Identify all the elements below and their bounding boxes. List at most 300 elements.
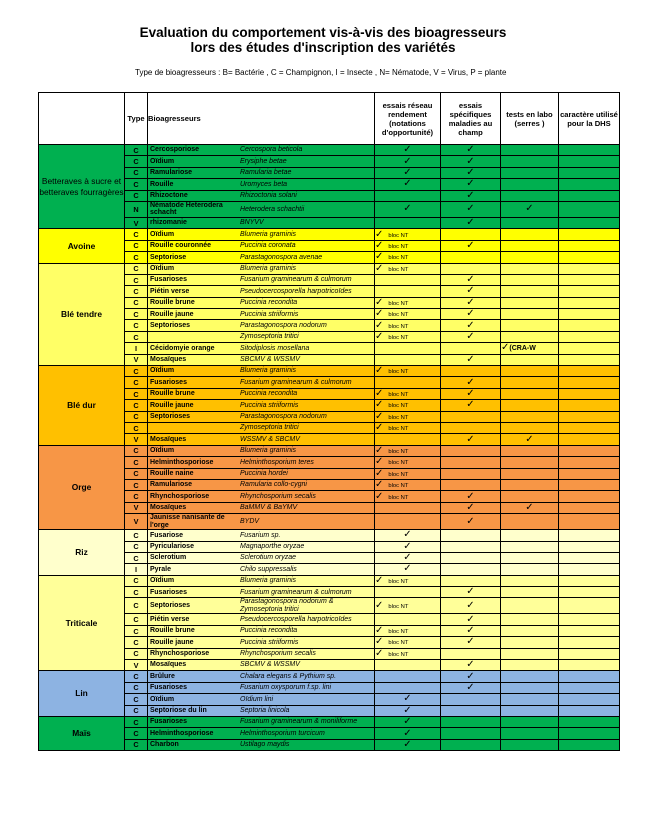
- dhs-cell: [559, 309, 620, 320]
- bioagresseur-name: Rouille jaune: [150, 401, 194, 409]
- bioagresseur-name: Oïdium: [150, 230, 175, 238]
- tests-labo-cell: [501, 716, 559, 727]
- check-icon: ✓: [403, 563, 412, 575]
- table-row: [39, 145, 620, 156]
- header-crop: [39, 93, 125, 145]
- table-row: [39, 479, 620, 490]
- check-icon: ✓: [375, 365, 384, 377]
- bioagresseur-name: Oïdium: [150, 367, 175, 375]
- bloc-nt-label: bloc NT: [388, 403, 409, 410]
- tests-labo-cell: [501, 648, 559, 659]
- table-row: [39, 587, 620, 598]
- bioagresseur-species: Blumeria graminis: [240, 447, 297, 455]
- essais-specifiques-cell: [441, 343, 501, 354]
- table-row: [39, 343, 620, 354]
- check-icon: ✓: [375, 490, 384, 502]
- bioagresseur-name: Nématode Heterodera schacht: [150, 201, 223, 217]
- tests-labo-cell: [501, 705, 559, 716]
- bioagresseur-name: Fusarioses: [150, 588, 187, 596]
- essais-reseau-cell: [375, 614, 441, 625]
- bioagresseur-name: Helminthosporiose: [150, 729, 214, 737]
- check-icon: ✓: [466, 239, 475, 251]
- essais-reseau-cell: [375, 739, 441, 750]
- check-icon: ✓: [375, 479, 384, 491]
- bloc-nt-label: bloc NT: [388, 629, 409, 636]
- essais-reseau-cell: [375, 167, 441, 178]
- check-icon: ✓: [375, 319, 384, 331]
- bloc-nt-label: bloc NT: [388, 460, 409, 467]
- type-cell: C: [125, 694, 148, 705]
- essais-reseau-cell: [375, 190, 441, 201]
- dhs-cell: [559, 541, 620, 552]
- bioagresseur-name: Cécidomyie orange: [150, 344, 215, 352]
- essais-specifiques-cell: [441, 694, 501, 705]
- tests-labo-cell: [501, 343, 559, 354]
- check-icon: ✓: [466, 203, 475, 215]
- bioagresseur-cell: [148, 564, 375, 575]
- bioagresseur-name: Rouille brune: [150, 390, 195, 398]
- bioagresseur-species: Magnaporthe oryzae: [240, 542, 305, 550]
- essais-reseau-cell: [375, 705, 441, 716]
- check-icon: ✓: [466, 155, 475, 167]
- essais-specifiques-cell: [441, 445, 501, 456]
- check-icon: ✓: [466, 308, 475, 320]
- bioagresseur-species: Rhynchosporium secalis: [240, 650, 316, 658]
- tests-labo-cell: [501, 274, 559, 285]
- essais-reseau-cell: [375, 625, 441, 636]
- essais-reseau-cell: [375, 502, 441, 513]
- tests-labo-cell: [501, 637, 559, 648]
- essais-specifiques-cell: [441, 411, 501, 422]
- essais-reseau-cell: [375, 552, 441, 563]
- type-cell: C: [125, 682, 148, 693]
- tests-labo-cell: [501, 366, 559, 377]
- essais-reseau-cell: [375, 575, 441, 586]
- bioagresseur-cell: [148, 445, 375, 456]
- bioagresseur-species: Chilo suppressalis: [240, 565, 297, 573]
- type-cell: C: [125, 388, 148, 399]
- dhs-cell: [559, 297, 620, 308]
- dhs-cell: [559, 598, 620, 614]
- tests-labo-cell: [501, 263, 559, 274]
- dhs-cell: [559, 682, 620, 693]
- check-icon: ✓: [403, 155, 412, 167]
- essais-specifiques-cell: [441, 625, 501, 636]
- essais-specifiques-cell: [441, 217, 501, 228]
- essais-specifiques-cell: [441, 598, 501, 614]
- tests-labo-cell: [501, 320, 559, 331]
- check-icon: ✓: [403, 166, 412, 178]
- tests-labo-cell: [501, 468, 559, 479]
- tests-labo-cell: [501, 201, 559, 217]
- bioagresseur-name: Helminthosporiose: [150, 458, 214, 466]
- type-cell: C: [125, 457, 148, 468]
- table-row: [39, 728, 620, 739]
- essais-specifiques-cell: [441, 660, 501, 671]
- type-cell: C: [125, 716, 148, 727]
- tests-labo-cell: [501, 145, 559, 156]
- bloc-nt-label: bloc NT: [388, 448, 409, 455]
- bloc-nt-label: bloc NT: [388, 300, 409, 307]
- essais-reseau-cell: [375, 252, 441, 263]
- bioagresseur-cell: [148, 309, 375, 320]
- essais-specifiques-cell: [441, 331, 501, 342]
- bioagresseur-name: Ramulariose: [150, 481, 193, 489]
- bioagresseur-cell: [148, 614, 375, 625]
- dhs-cell: [559, 388, 620, 399]
- page-title: Evaluation du comportement vis-à-vis des bioagresseurs: [139, 25, 507, 40]
- essais-specifiques-cell: [441, 309, 501, 320]
- check-icon: ✓: [403, 540, 412, 552]
- tests-labo-cell: [501, 445, 559, 456]
- bioagresseur-name: Fusarioses: [150, 718, 187, 726]
- tests-labo-cell: [501, 252, 559, 263]
- essais-reseau-cell: [375, 331, 441, 342]
- check-icon: ✓: [466, 625, 475, 637]
- bioagresseur-species: Puccinia recondita: [240, 299, 298, 307]
- check-icon: ✓: [403, 716, 412, 728]
- dhs-cell: [559, 145, 620, 156]
- type-cell: C: [125, 705, 148, 716]
- essais-reseau-cell: [375, 366, 441, 377]
- check-icon: ✓: [466, 178, 475, 190]
- bioagresseur-name: Mosaïques: [150, 356, 187, 364]
- essais-reseau-cell: [375, 728, 441, 739]
- bioagresseur-cell: [148, 252, 375, 263]
- crop-cell: Maïs: [39, 716, 125, 750]
- table-row: [39, 625, 620, 636]
- dhs-cell: [559, 502, 620, 513]
- type-cell: C: [125, 167, 148, 178]
- essais-reseau-cell: [375, 343, 441, 354]
- check-icon: ✓: [403, 144, 412, 156]
- dhs-cell: [559, 354, 620, 365]
- bioagresseur-name: Rhizoctone: [150, 192, 188, 199]
- dhs-cell: [559, 343, 620, 354]
- type-cell: C: [125, 587, 148, 598]
- dhs-cell: [559, 739, 620, 750]
- tests-labo-cell: [501, 587, 559, 598]
- bioagresseur-species: Blumeria graminis: [240, 577, 297, 585]
- check-icon: ✓: [403, 727, 412, 739]
- type-cell: C: [125, 479, 148, 490]
- essais-reseau-cell: [375, 217, 441, 228]
- type-legend: Type de bioagresseurs : B= Bactérie , C = Champignon, I = Insecte , N= Nématode, V = Virus, P = plante: [135, 68, 507, 77]
- type-cell: C: [125, 422, 148, 433]
- essais-reseau-cell: [375, 457, 441, 468]
- table-row: [39, 309, 620, 320]
- bioagresseur-species: Oïdium lini: [240, 695, 274, 703]
- tests-labo-cell: [501, 564, 559, 575]
- bioagresseur-cell: [148, 728, 375, 739]
- essais-reseau-cell: [375, 377, 441, 388]
- table-row: [39, 614, 620, 625]
- tests-labo-cell: [501, 422, 559, 433]
- check-icon: ✓: [375, 399, 384, 411]
- essais-specifiques-cell: [441, 320, 501, 331]
- tests-labo-cell: [501, 297, 559, 308]
- essais-reseau-cell: [375, 541, 441, 552]
- bioagresseur-name: Fusarioses: [150, 276, 187, 284]
- essais-specifiques-cell: [441, 434, 501, 445]
- table-row: [39, 252, 620, 263]
- check-icon: ✓: [466, 285, 475, 297]
- bioagresseur-cell: [148, 434, 375, 445]
- bioagresseur-species: Fusarium graminearum & culmorum: [240, 378, 352, 386]
- dhs-cell: [559, 564, 620, 575]
- table-row: [39, 694, 620, 705]
- bioagresseur-species: Sclerotium oryzae: [240, 554, 297, 562]
- essais-reseau-cell: [375, 660, 441, 671]
- header-type: Type: [125, 93, 148, 145]
- essais-reseau-cell: [375, 434, 441, 445]
- bioagresseur-cell: [148, 400, 375, 411]
- dhs-cell: [559, 587, 620, 598]
- type-cell: C: [125, 625, 148, 636]
- dhs-cell: [559, 286, 620, 297]
- bioagresseur-cell: [148, 156, 375, 167]
- dhs-cell: [559, 400, 620, 411]
- bioagresseur-name: Oïdium: [150, 695, 175, 703]
- dhs-cell: [559, 156, 620, 167]
- bioagresseur-name: Septorioses: [150, 413, 191, 421]
- bioagresseur-species: Rhynchosporium secalis: [240, 492, 316, 500]
- bloc-nt-label: bloc NT: [388, 603, 409, 610]
- bioagresseur-name: Ramulariose: [150, 169, 193, 177]
- bioagresseur-cell: [148, 240, 375, 251]
- dhs-cell: [559, 422, 620, 433]
- table-row: [39, 660, 620, 671]
- header-tests-labo: tests en labo (serres ): [501, 93, 559, 145]
- bioagresseur-cell: [148, 637, 375, 648]
- check-icon: ✓: [403, 693, 412, 705]
- tests-labo-cell: [501, 671, 559, 682]
- tests-labo-cell: [501, 434, 559, 445]
- essais-reseau-cell: [375, 514, 441, 530]
- essais-reseau-cell: [375, 648, 441, 659]
- type-cell: V: [125, 434, 148, 445]
- bioagresseur-species: Puccinia hordei: [240, 469, 288, 477]
- crop-cell: Blé tendre: [39, 263, 125, 366]
- bloc-nt-label: bloc NT: [388, 578, 409, 585]
- type-cell: C: [125, 468, 148, 479]
- tests-labo-cell: [501, 167, 559, 178]
- check-icon: ✓: [375, 467, 384, 479]
- type-cell: C: [125, 445, 148, 456]
- bioagresseur-cell: [148, 682, 375, 693]
- essais-reseau-cell: [375, 694, 441, 705]
- bioagresseur-name: Rouille brune: [150, 627, 195, 635]
- check-icon: ✓: [375, 308, 384, 320]
- essais-specifiques-cell: [441, 614, 501, 625]
- crop-cell: Riz: [39, 530, 125, 576]
- bloc-nt-label: bloc NT: [388, 255, 409, 262]
- bioagresseur-cell: [148, 297, 375, 308]
- check-icon: ✓: [466, 670, 475, 682]
- header-essais-specifiques: essais spécifiques maladies au champ: [441, 93, 501, 145]
- bioagresseur-species: BaMMV & BaYMV: [240, 504, 298, 512]
- type-cell: C: [125, 252, 148, 263]
- bioagresseur-species: Parastagonospora avenae: [240, 253, 323, 261]
- essais-specifiques-cell: [441, 552, 501, 563]
- table-row: [39, 671, 620, 682]
- bioagresseur-cell: [148, 739, 375, 750]
- bioagresseur-species: Pseudocercosporella harpotricoïdes: [240, 287, 352, 295]
- type-cell: C: [125, 648, 148, 659]
- check-icon: ✓: [466, 353, 475, 365]
- bioagresseur-species: Pseudocercosporella harpotricoïdes: [240, 615, 352, 623]
- type-cell: C: [125, 575, 148, 586]
- bioagresseurs-table: [38, 92, 620, 751]
- bioagresseur-name: Oïdium: [150, 447, 175, 455]
- tests-labo-cell: [501, 457, 559, 468]
- dhs-cell: [559, 366, 620, 377]
- dhs-cell: [559, 614, 620, 625]
- header-row: [39, 93, 620, 145]
- essais-reseau-cell: [375, 156, 441, 167]
- bioagresseur-cell: [148, 648, 375, 659]
- bioagresseur-species: WSSMV & SBCMV: [240, 435, 300, 443]
- table-row: [39, 575, 620, 586]
- bioagresseur-cell: [148, 354, 375, 365]
- bioagresseur-species: Fusarium oxysporum f.sp. lini: [240, 684, 332, 692]
- check-icon: ✓: [403, 203, 412, 215]
- check-icon: ✓: [501, 342, 510, 354]
- essais-reseau-cell: [375, 240, 441, 251]
- bioagresseur-name: Rouille couronnée: [150, 242, 212, 250]
- bioagresseur-name: Brûlure: [150, 672, 175, 680]
- bioagresseur-cell: [148, 366, 375, 377]
- bioagresseur-cell: [148, 514, 375, 530]
- essais-specifiques-cell: [441, 167, 501, 178]
- check-icon: ✓: [466, 296, 475, 308]
- table-row: [39, 320, 620, 331]
- table-row: [39, 377, 620, 388]
- table-row: [39, 240, 620, 251]
- check-icon: ✓: [375, 625, 384, 637]
- bloc-nt-label: bloc NT: [388, 471, 409, 478]
- table-row: [39, 457, 620, 468]
- bloc-nt-label: bloc NT: [388, 232, 409, 239]
- dhs-cell: [559, 263, 620, 274]
- bioagresseur-species: Fusarium graminearum & culmorum: [240, 588, 352, 596]
- type-cell: C: [125, 156, 148, 167]
- essais-reseau-cell: [375, 682, 441, 693]
- essais-reseau-cell: [375, 637, 441, 648]
- type-cell: V: [125, 514, 148, 530]
- bioagresseur-species: Puccinia recondita: [240, 627, 298, 635]
- dhs-cell: [559, 217, 620, 228]
- bloc-nt-label: bloc NT: [388, 414, 409, 421]
- essais-specifiques-cell: [441, 145, 501, 156]
- check-icon: ✓: [403, 738, 412, 750]
- table-row: [39, 705, 620, 716]
- essais-specifiques-cell: [441, 377, 501, 388]
- bioagresseur-cell: [148, 479, 375, 490]
- check-icon: ✓: [375, 410, 384, 422]
- type-cell: I: [125, 343, 148, 354]
- tests-labo-cell: [501, 660, 559, 671]
- table-row: [39, 598, 620, 614]
- bioagresseur-name: Fusarioses: [150, 684, 187, 692]
- tests-labo-cell: [501, 479, 559, 490]
- bloc-nt-label: bloc NT: [388, 266, 409, 273]
- tests-labo-cell: [501, 156, 559, 167]
- table-row: [39, 514, 620, 530]
- tests-labo-cell: [501, 514, 559, 530]
- essais-reseau-cell: [375, 587, 441, 598]
- check-icon: ✓: [375, 228, 384, 240]
- essais-specifiques-cell: [441, 502, 501, 513]
- bioagresseur-name: Rouille: [150, 180, 174, 188]
- type-cell: V: [125, 354, 148, 365]
- bloc-nt-label: bloc NT: [388, 651, 409, 658]
- tests-labo-cell: [501, 541, 559, 552]
- bloc-nt-label: bloc NT: [388, 243, 409, 250]
- bioagresseur-name: rhizomanie: [150, 219, 187, 227]
- essais-specifiques-cell: [441, 286, 501, 297]
- type-cell: C: [125, 400, 148, 411]
- type-cell: I: [125, 564, 148, 575]
- check-icon: ✓: [466, 599, 475, 611]
- bloc-nt-label: bloc NT: [388, 335, 409, 342]
- dhs-cell: [559, 434, 620, 445]
- check-icon: ✓: [466, 613, 475, 625]
- bioagresseur-name: Rouille jaune: [150, 310, 194, 318]
- type-cell: V: [125, 502, 148, 513]
- bioagresseur-name: Oïdium: [150, 577, 175, 585]
- type-cell: C: [125, 263, 148, 274]
- bioagresseur-species: Fusarium sp.: [240, 531, 281, 539]
- cra-w-label: (CRA-W: [509, 345, 536, 353]
- type-cell: C: [125, 145, 148, 156]
- essais-specifiques-cell: [441, 530, 501, 541]
- essais-reseau-cell: [375, 320, 441, 331]
- dhs-cell: [559, 648, 620, 659]
- table-row: [39, 552, 620, 563]
- bioagresseur-name: Septorioses: [150, 602, 191, 610]
- essais-specifiques-cell: [441, 739, 501, 750]
- essais-reseau-cell: [375, 229, 441, 240]
- header-essais-reseau: essais réseau rendement (notations d'opportunité): [375, 93, 441, 145]
- bioagresseur-name: Septorioses: [150, 321, 191, 329]
- bioagresseur-species: Puccinia coronata: [240, 242, 296, 250]
- bioagresseur-species: Septoria linicola: [240, 707, 290, 715]
- essais-specifiques-cell: [441, 252, 501, 263]
- essais-specifiques-cell: [441, 491, 501, 502]
- essais-specifiques-cell: [441, 201, 501, 217]
- essais-reseau-cell: [375, 263, 441, 274]
- bioagresseur-name: Septoriose: [150, 253, 187, 261]
- essais-reseau-cell: [375, 564, 441, 575]
- dhs-cell: [559, 274, 620, 285]
- table-row: [39, 739, 620, 750]
- bioagresseur-cell: [148, 167, 375, 178]
- essais-reseau-cell: [375, 479, 441, 490]
- bloc-nt-label: bloc NT: [388, 392, 409, 398]
- dhs-cell: [559, 625, 620, 636]
- bloc-nt-label: bloc NT: [388, 494, 409, 501]
- tests-labo-cell: [501, 739, 559, 750]
- table-row: [39, 229, 620, 240]
- bioagresseur-cell: [148, 145, 375, 156]
- bioagresseur-name: Rouille naine: [150, 469, 194, 477]
- tests-labo-cell: [501, 400, 559, 411]
- crop-cell: Betteraves à sucre et betteraves fourragères: [39, 145, 125, 229]
- bioagresseur-cell: [148, 587, 375, 598]
- bioagresseur-species: BYDV: [240, 517, 260, 525]
- table-row: [39, 502, 620, 513]
